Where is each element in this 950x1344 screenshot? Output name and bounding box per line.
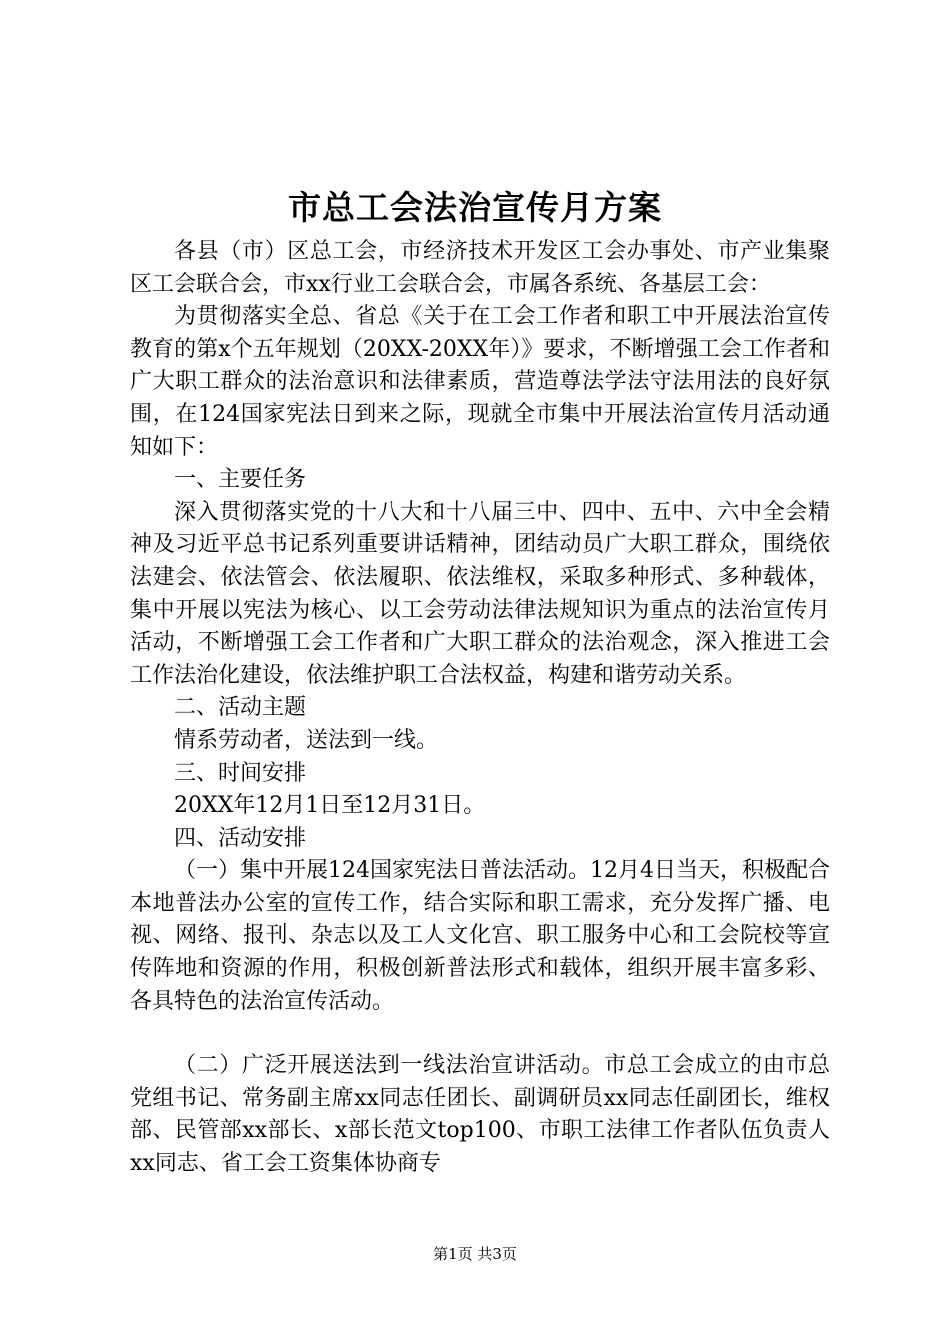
main-tasks-paragraph: 深入贯彻落实党的十八大和十八届三中、四中、五中、六中全会精神及习近平总书记系列重要讲话精神，团结动员广大职工群众，围绕依法建会、依法管会、依法履职、依法维权，采取多种形式、多种载体，集中开展以宪法为核心、以工会劳动法律法规知识为重点的法治宣传月活动，不断增强工会工作者和广大职工群众的法治观念，深入推进工会工作法治化建设，依法维护职工合法权益，构建和谐劳动关系。 — [130, 499, 830, 688]
document-title: 市总工会法治宣传月方案 — [288, 188, 662, 227]
page-number-footer: 第1页 共3页 — [433, 1245, 517, 1263]
section-heading-activities: 四、活动安排 — [174, 825, 307, 851]
section-heading-main-tasks: 一、主要任务 — [174, 467, 307, 493]
section-heading-schedule: 三、时间安排 — [174, 760, 307, 786]
section-heading-theme: 二、活动主题 — [174, 695, 307, 721]
activity-two-paragraph: （二）广泛开展送法到一线法治宣讲活动。市总工会成立的由市总党组书记、常务副主席xx同志任团长、副调研员xx同志任副团长，维权部、民管部xx部长、x部长范文top100、市职工法律工作者队伍负责人xx同志、省工会工资集体协商专 — [130, 1053, 830, 1177]
paragraph-spacer — [130, 1018, 830, 1050]
intro-paragraph: 为贯彻落实全总、省总《关于在工会工作者和职工中开展法治宣传教育的第x个五年规划（20XX-20XX年）》要求，不断增强工会工作者和广大职工群众的法治意识和法律素质，营造尊法学法守法用法的良好氛围，在124国家宪法日到来之际，现就全市集中开展法治宣传月活动通知如下： — [130, 304, 830, 460]
schedule-paragraph: 20XX年12月1日至12月31日。 — [174, 793, 486, 819]
document-body — [130, 236, 830, 1181]
activity-one-paragraph: （一）集中开展124国家宪法日普法活动。12月4日当天，积极配合本地普法办公室的宣传工作，结合实际和职工需求，充分发挥广播、电视、网络、报刊、杂志以及工人文化宫、职工服务中心和工会院校等宣传阵地和资源的作用，积极创新普法形式和载体，组织开展丰富多彩、各具特色的法治宣传活动。 — [130, 858, 830, 1014]
theme-paragraph: 情系劳动者，送法到一线。 — [174, 727, 439, 753]
addressee-paragraph: 各县（市）区总工会，市经济技术开发区工会办事处、市产业集聚区工会联合会，市xx行业工会联合会，市属各系统、各基层工会： — [130, 239, 830, 297]
